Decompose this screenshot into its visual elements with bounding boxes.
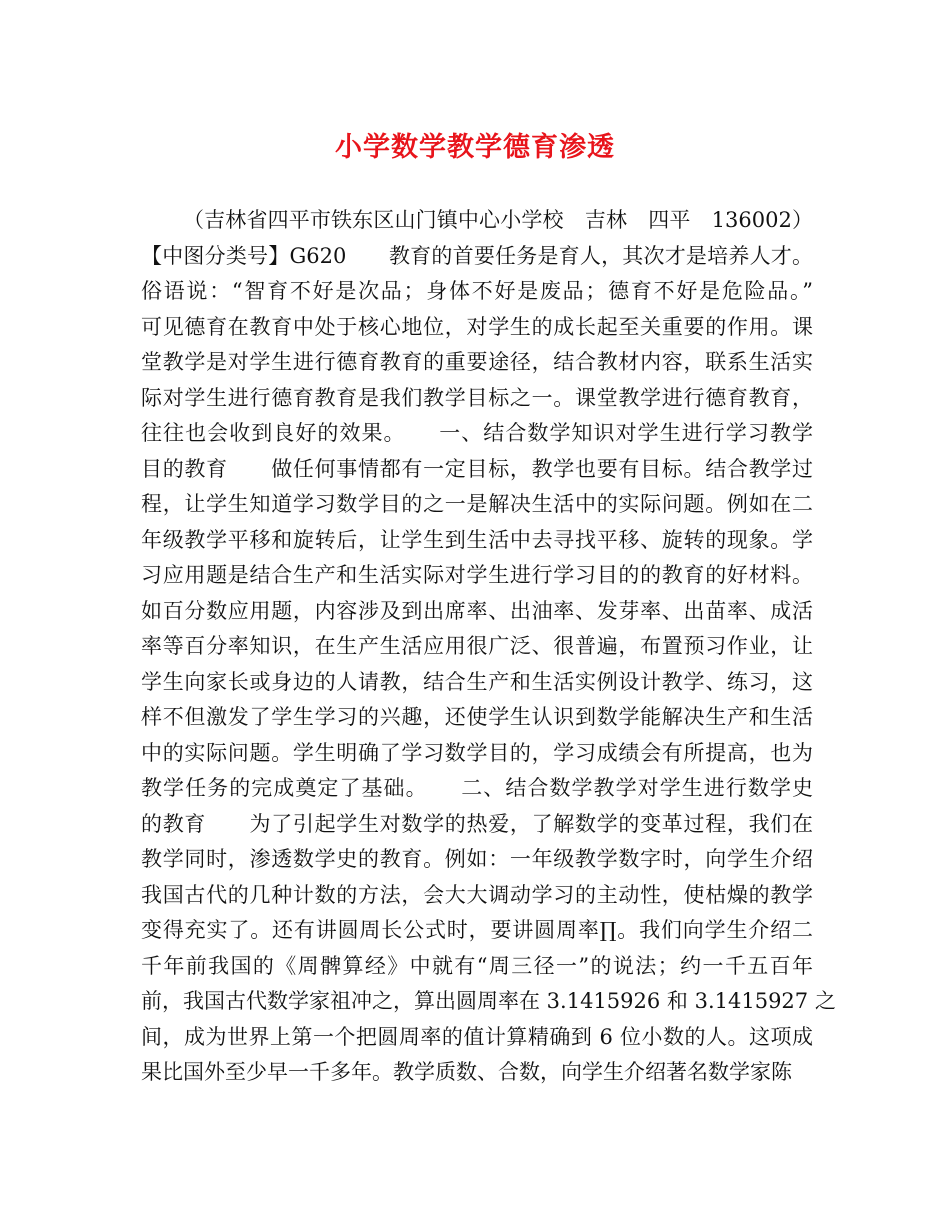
body-line: 堂教学是对学生进行德育教育的重要途径，结合教材内容，联系生活实 xyxy=(141,350,813,374)
body-line: 样不但激发了学生学习的兴趣，还使学生认识到数学能解决生产和生活 xyxy=(141,705,813,729)
body-line: 程，让学生知道学习数学目的之一是解决生活中的实际问题。例如在二 xyxy=(141,492,813,516)
body-line: 果比国外至少早一千多年。教学质数、合数，向学生介绍著名数学家陈 xyxy=(141,1060,792,1084)
body-line: 年级教学平移和旋转后，让学生到生活中去寻找平移、旋转的现象。学 xyxy=(141,527,813,552)
document-title: 小学数学教学德育渗透 xyxy=(335,132,615,163)
body-line: 间，成为世界上第一个把圆周率的值计算精确到 6 位小数的人。这项成 xyxy=(141,1024,813,1049)
document-body xyxy=(141,203,836,1091)
body-line: 【中图分类号】G620 教育的首要任务是育人，其次才是培养人才。 xyxy=(141,243,813,268)
body-line: 可见德育在教育中处于核心地位，对学生的成长起至关重要的作用。课 xyxy=(141,314,813,339)
body-line: 我国古代的几种计数的方法，会大大调动学习的主动性，使枯燥的教学 xyxy=(141,882,813,907)
body-line: 率等百分率知识，在生产生活应用很广泛、很普遍，布置预习作业，让 xyxy=(141,634,813,658)
body-line: 教学同时，渗透数学史的教育。例如：一年级教学数字时，向学生介绍 xyxy=(141,847,813,871)
body-line: 习应用题是结合生产和生活实际对学生进行学习目的的教育的好材料。 xyxy=(141,563,813,587)
body-line: 际对学生进行德育教育是我们教学目标之一。课堂教学进行德育教育， xyxy=(141,385,813,410)
body-line: 千年前我国的《周髀算经》中就有“周三径一”的说法；约一千五百年 xyxy=(141,953,813,978)
body-line: 变得充实了。还有讲圆周长公式时，要讲圆周率∏。我们向学生介绍二 xyxy=(141,918,813,942)
body-line: 教学任务的完成奠定了基础。 二、结合数学教学对学生进行数学史 xyxy=(141,776,813,800)
body-line: 目的教育 做任何事情都有一定目标，教学也要有目标。结合教学过 xyxy=(141,456,813,481)
body-line: 如百分数应用题，内容涉及到出席率、出油率、发芽率、出苗率、成活 xyxy=(141,598,813,623)
body-line: 前，我国古代数学家祖冲之，算出圆周率在 3.1415926 和 3.1415927 之 xyxy=(141,989,836,1013)
body-line: 俗语说：“智育不好是次品；身体不好是废品；德育不好是危险品。” xyxy=(141,279,813,303)
body-line: 中的实际问题。学生明确了学习数学目的，学习成绩会有所提高，也为 xyxy=(141,740,813,765)
body-line: 往往也会收到良好的效果。 一、结合数学知识对学生进行学习教学 xyxy=(141,421,813,445)
body-line: 学生向家长或身边的人请教，结合生产和生活实例设计教学、练习，这 xyxy=(141,669,813,694)
author-affiliation-line: （吉林省四平市铁东区山门镇中心小学校 吉林 四平 136002） xyxy=(183,208,813,232)
body-line: 的教育 为了引起学生对数学的热爱，了解数学的变革过程，我们在 xyxy=(141,811,813,836)
